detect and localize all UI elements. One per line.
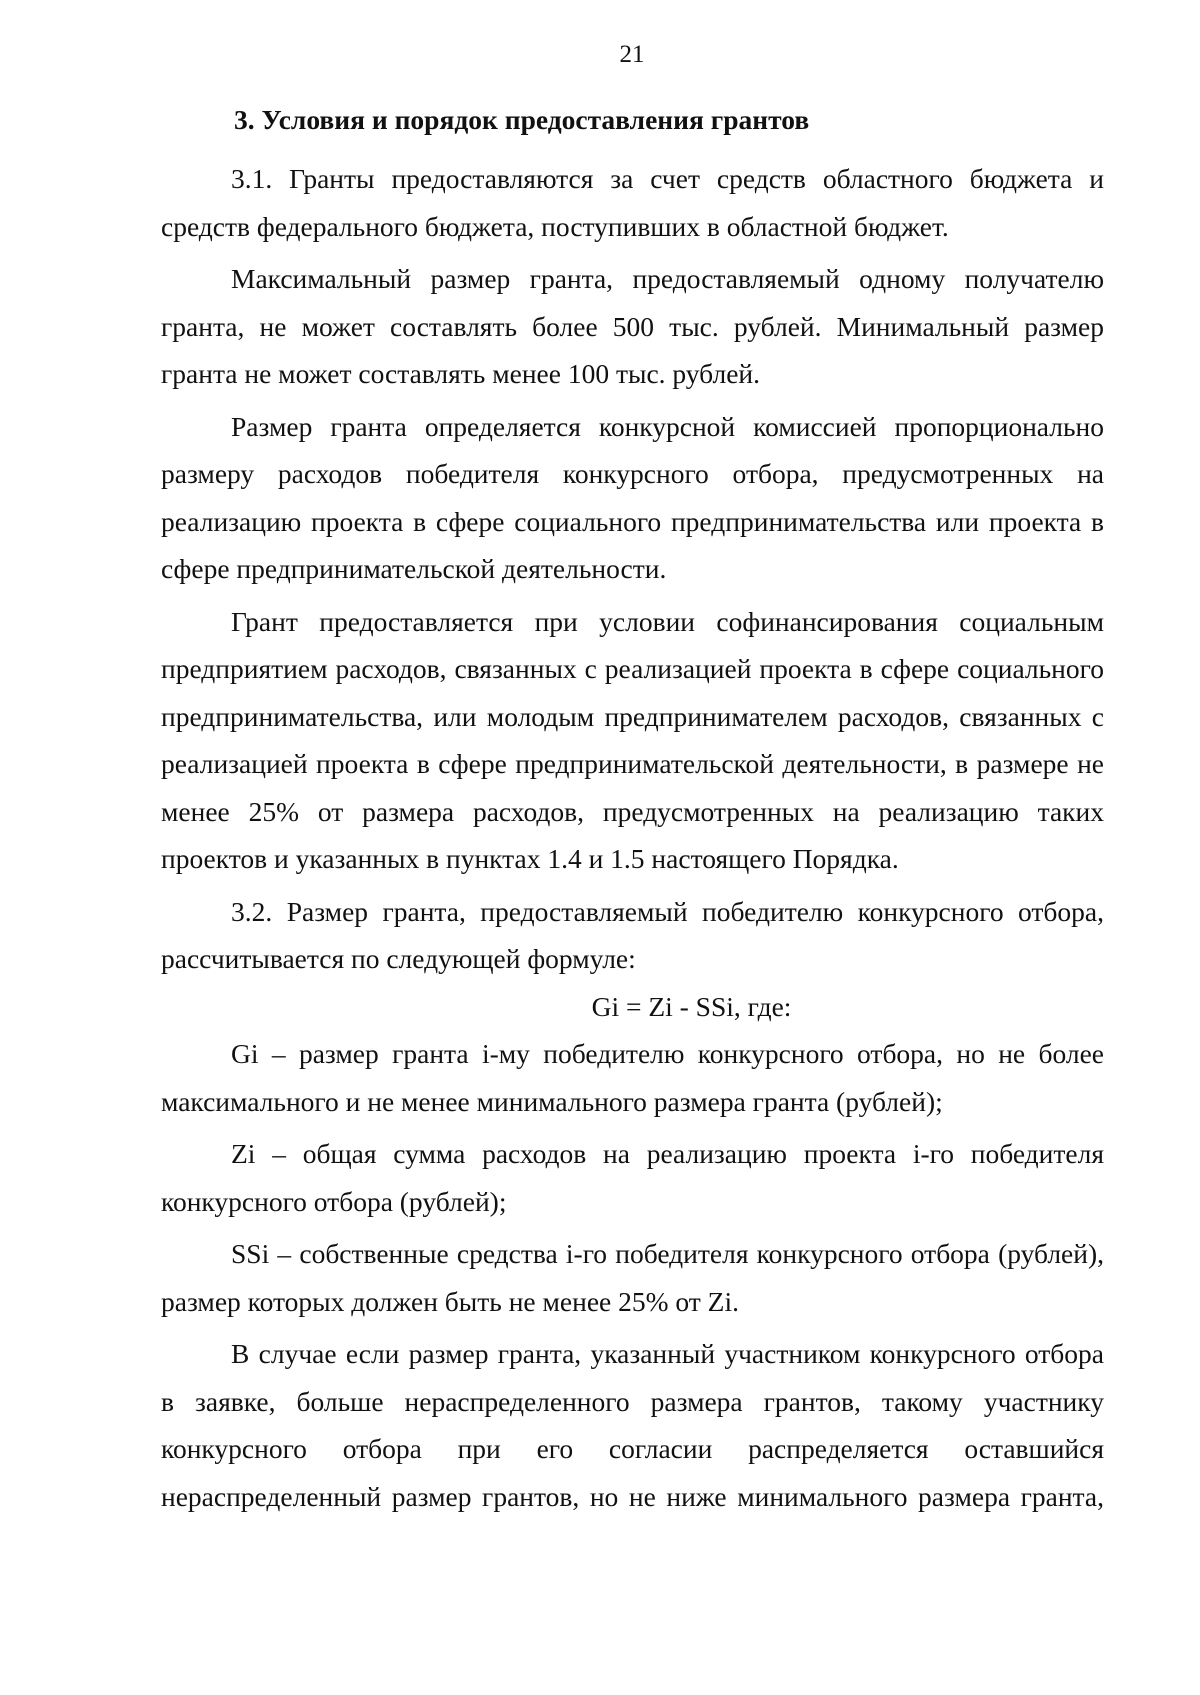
paragraph-cofinancing: Грант предоставляется при условии софинансирования социальным предприятием расходов, связанных с реализацией проекта в сфере социального предпринимательства, или молодым предпринимателем расходов, связанных с реализацией проекта в сфере предпринимательской деятельности, в размере не менее 25% от размера расходов, предусмотренных на реализацию таких проектов и указанных в пунктах 1.4 и 1.5 настоящего Порядка.	[161, 605, 1104, 874]
definition-gi: Gi – размер гранта i-му победителю конкурсного отбора, но не более максимального и не менее минимального размера гранта (рублей);	[161, 1038, 1104, 1117]
paragraph-3-2: 3.2. Размер гранта, предоставляемый победителю конкурсного отбора, рассчитывается по следующей формуле:	[161, 895, 1104, 974]
section-title: 3. Условия и порядок предоставления грантов	[234, 104, 810, 135]
paragraph-max-min-grant: Максимальный размер гранта, предоставляемый одному получателю гранта, не может составлять более 500 тыс. рублей. Минимальный размер гранта не может составлять менее 100 тыс. рублей.	[161, 263, 1104, 389]
grant-formula: Gi = Zi - SSi, где:	[591, 990, 792, 1022]
definition-ssi: SSi – собственные средства i-го победителя конкурсного отбора (рублей), размер которых должен быть не менее 25% от Zi.	[161, 1238, 1104, 1317]
paragraph-grant-size: Размер гранта определяется конкурсной комиссией пропорционально размеру расходов победителя конкурсного отбора, предусмотренных на реализацию проекта в сфере социального предпринимательства или проекта в сфере предпринимательской деятельности.	[161, 410, 1104, 584]
definition-zi: Zi – общая сумма расходов на реализацию проекта i-го победителя конкурсного отбора (рублей);	[161, 1138, 1104, 1217]
document-body	[161, 100, 1104, 1525]
paragraph-3-1: 3.1. Гранты предоставляются за счет средств областного бюджета и средств федерального бюджета, поступивших в областной бюджет.	[161, 163, 1104, 242]
paragraph-remaining-grants: В случае если размер гранта, указанный участником конкурсного отбора в заявке, больше нераспределенного размера грантов, такому участнику конкурсного отбора при его согласии распределяется оставшийся нераспределенный размер грантов, но не ниже минимального размера гранта,	[161, 1338, 1104, 1512]
page-number: 21	[619, 41, 645, 68]
